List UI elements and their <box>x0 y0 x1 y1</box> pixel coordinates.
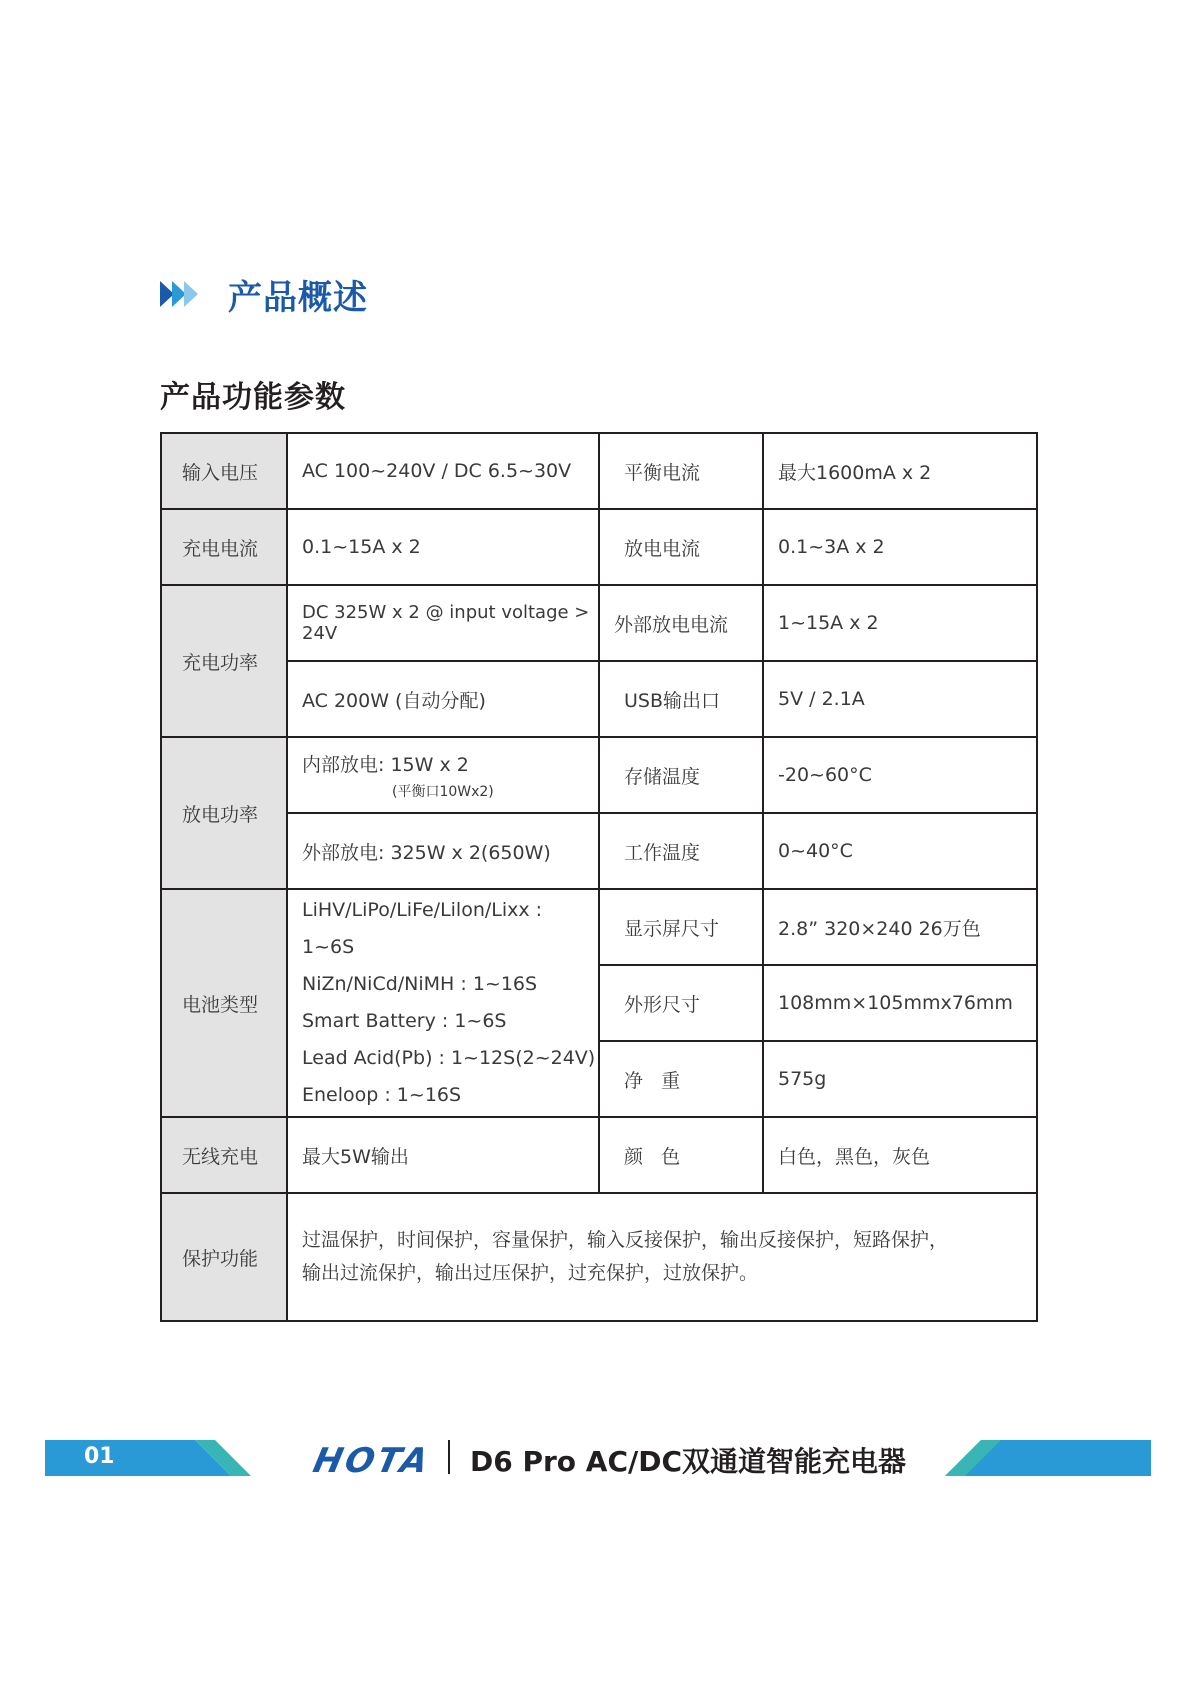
list-item: LiHV/LiPo/LiFe/Lilon/Lixx : 1~6S <box>302 899 543 958</box>
protection-line: 过温保护，时间保护，容量保护，输入反接保护，输出反接保护，短路保护， <box>302 1229 949 1251</box>
cell-value: 108mm×105mmx76mm <box>763 965 1037 1041</box>
table-row <box>161 585 1037 661</box>
cell-value: 2.8” 320×240 26万色 <box>763 889 1037 965</box>
protection-line: 输出过流保护，输出过压保护，过充保护，过放保护。 <box>302 1262 759 1284</box>
table-row <box>161 1193 1037 1321</box>
cell-value: 1~15A x 2 <box>763 585 1037 661</box>
row-header: 输入电压 <box>161 433 287 509</box>
table-row <box>161 661 1037 737</box>
cell-value: 5V / 2.1A <box>763 661 1037 737</box>
list-item: Smart Battery : 1~6S <box>302 1010 507 1032</box>
list-item: Eneloop : 1~16S <box>302 1084 462 1106</box>
cell-value: -20~60°C <box>763 737 1037 813</box>
footer-right-banner <box>945 1440 1151 1476</box>
brand-logo: HOTA <box>309 1441 435 1481</box>
table-row <box>161 737 1037 813</box>
protection-text <box>287 1193 1037 1321</box>
cell-value: 白色，黑色，灰色 <box>763 1117 1037 1193</box>
double-arrow-icon <box>160 279 208 309</box>
section-title: 产品概述 <box>228 277 368 318</box>
footer-divider <box>448 1440 450 1474</box>
cell-value: 0~40°C <box>763 813 1037 889</box>
page-number: 01 <box>84 1444 115 1469</box>
cell-label: 放电电流 <box>599 509 763 585</box>
row-header: 无线充电 <box>161 1117 287 1193</box>
table-row <box>161 1117 1037 1193</box>
product-name: D6 Pro AC/DC双通道智能充电器 <box>470 1445 907 1478</box>
cell-value: 最大1600mA x 2 <box>763 433 1037 509</box>
row-header: 充电功率 <box>161 585 287 737</box>
cell-label: 外形尺寸 <box>599 965 763 1041</box>
spec-table <box>160 432 1038 1322</box>
list-item: Lead Acid(Pb) : 1~12S(2~24V) <box>302 1047 596 1069</box>
row-header: 电池类型 <box>161 889 287 1117</box>
table-row <box>161 813 1037 889</box>
cell-label: USB输出口 <box>599 661 763 737</box>
cell-value: 575g <box>763 1041 1037 1117</box>
cell-value: 0.1~15A x 2 <box>287 509 599 585</box>
battery-type-list <box>287 889 599 1117</box>
table-row <box>161 889 1037 965</box>
internal-discharge: 内部放电: 15W x 2 <box>302 753 469 776</box>
cell-value: AC 100~240V / DC 6.5~30V <box>287 433 599 509</box>
cell-label: 净 重 <box>599 1041 763 1117</box>
section-header <box>160 272 368 316</box>
table-row <box>161 509 1037 585</box>
internal-discharge-note: (平衡口10Wx2) <box>392 783 494 800</box>
list-item: NiZn/NiCd/NiMH : 1~16S <box>302 973 538 995</box>
footer-left-banner <box>45 1440 251 1476</box>
cell-label: 外部放电电流 <box>599 585 763 661</box>
cell-label: 颜 色 <box>599 1117 763 1193</box>
cell-label: 平衡电流 <box>599 433 763 509</box>
cell-value: DC 325W x 2 @ input voltage > 24V <box>287 585 599 661</box>
row-header: 保护功能 <box>161 1193 287 1321</box>
cell-value <box>287 737 599 813</box>
table-row <box>161 433 1037 509</box>
cell-value: AC 200W (自动分配) <box>287 661 599 737</box>
row-header: 放电功率 <box>161 737 287 889</box>
cell-value: 外部放电: 325W x 2(650W) <box>287 813 599 889</box>
cell-value: 最大5W输出 <box>287 1117 599 1193</box>
cell-label: 存储温度 <box>599 737 763 813</box>
subtitle: 产品功能参数 <box>160 380 346 415</box>
cell-value: 0.1~3A x 2 <box>763 509 1037 585</box>
row-header: 充电电流 <box>161 509 287 585</box>
cell-label: 显示屏尺寸 <box>599 889 763 965</box>
cell-label: 工作温度 <box>599 813 763 889</box>
